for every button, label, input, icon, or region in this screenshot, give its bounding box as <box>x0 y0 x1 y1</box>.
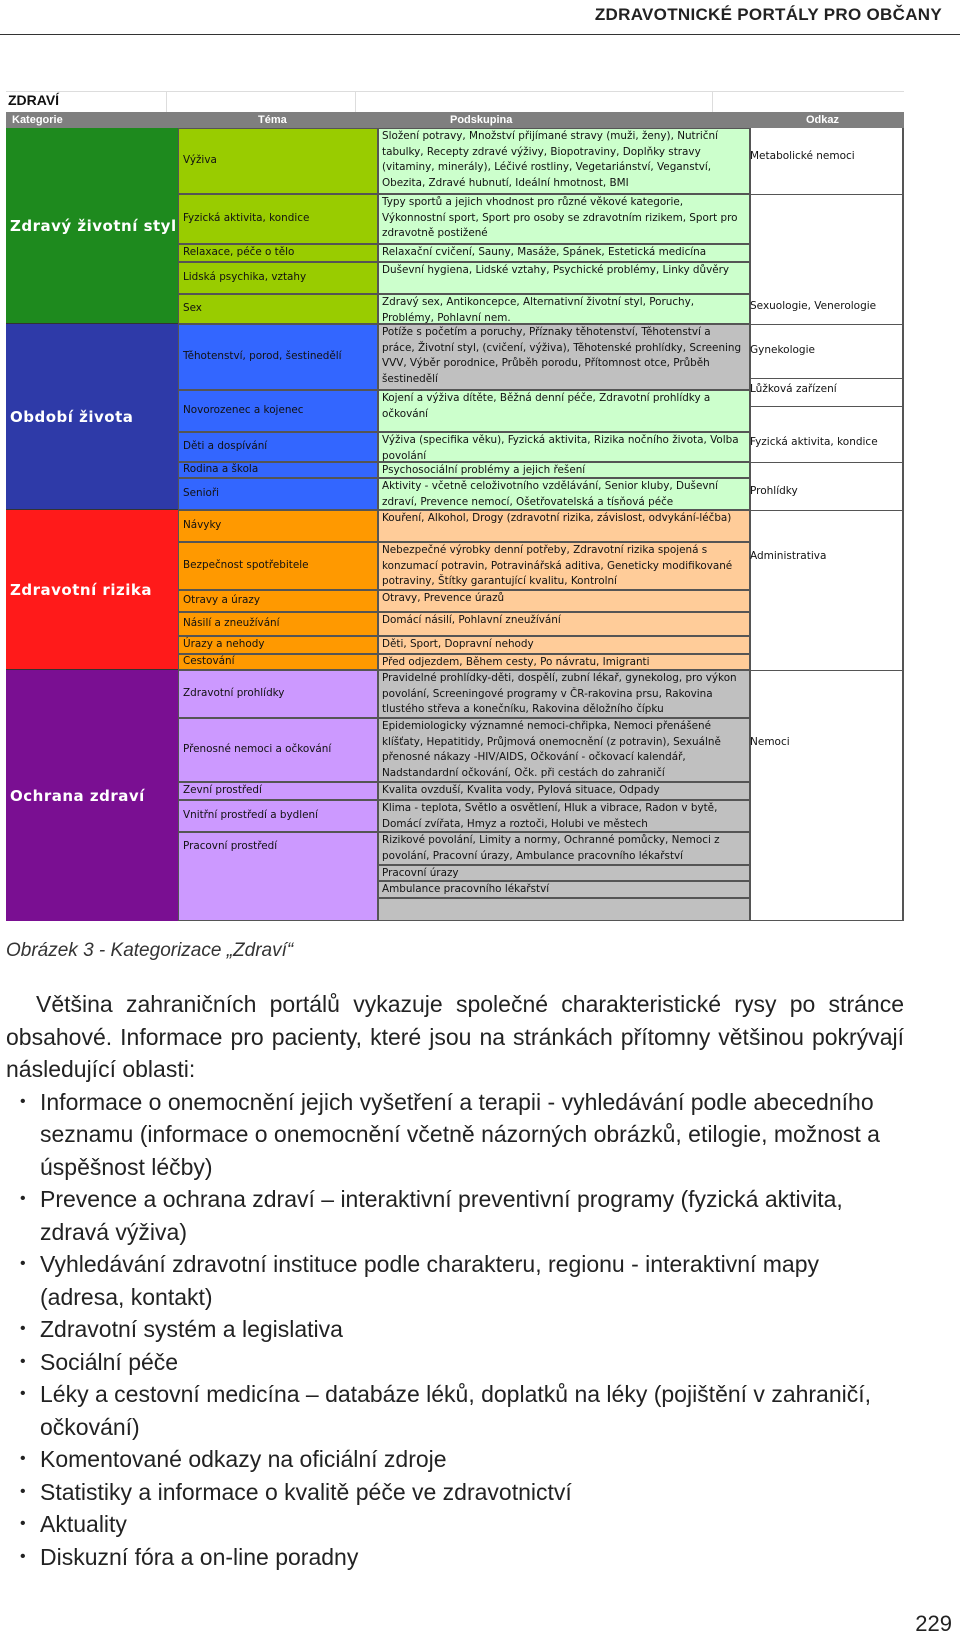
topic-cell: Výživa <box>178 128 378 194</box>
topic-cell: Návyky <box>178 510 378 542</box>
bullet: • <box>20 1385 26 1402</box>
category-obdobi-zivota <box>6 324 178 510</box>
odkaz-column <box>750 128 904 921</box>
topic-cell: Relaxace, péče o tělo <box>178 244 378 262</box>
subgroup-cell: Psychosociální problémy a jejich řešení <box>378 462 750 478</box>
odkaz-divider <box>750 510 904 511</box>
list-item: • Léky a cestovní medicína – databáze léků, doplatků na léky (pojištění v zahraničí, očkování) <box>6 1378 904 1443</box>
odkaz-label: Prohlídky <box>750 485 798 497</box>
odkaz-label: Sexuologie, Venerologie <box>750 300 877 312</box>
odkaz-label: Nemoci <box>750 736 790 748</box>
topic-cell: Novorozenec a kojenec <box>178 390 378 432</box>
bullet: • <box>20 1190 26 1207</box>
list-item: • Sociální péče <box>6 1346 904 1379</box>
list-item: • Vyhledávání zdravotní instituce podle charakteru, regionu - interaktivní mapy (adresa, kontakt) <box>6 1248 904 1313</box>
col-header-odkaz: Odkaz <box>806 114 840 126</box>
topic-cell: Přenosné nemoci a očkování <box>178 718 378 782</box>
top-grid <box>6 91 904 112</box>
subgroup-cell: Kvalita ovzduší, Kvalita vody, Pylová situace, Odpady <box>378 782 750 800</box>
subgroup-cell: Výživa (specifika věku), Fyzická aktivita, Rizika nočního života, Volba povolání <box>378 432 750 462</box>
category-label: Zdravotní rizika <box>10 580 152 599</box>
subgroup-cell: Kojení a výživa dítěte, Běžná denní péče, Zdravotní prohlídky a očkování <box>378 390 750 432</box>
bullet: • <box>20 1352 26 1370</box>
topic-cell: Rodina a škola <box>178 462 378 478</box>
health-categorization-table <box>6 88 904 922</box>
odkaz-divider <box>750 378 904 379</box>
subgroup-cell: Aktivity - včetně celoživotního vzdělávání, Senior kluby, Duševní zdraví, Prevence nemocí, Ošetřovatelská a tísňová péče <box>378 478 750 510</box>
list-item: • Prevence a ochrana zdraví – interaktivní preventivní programy (fyzická aktivita, zdravá výživa) <box>6 1183 904 1248</box>
subgroup-cell: Epidemiologicky významné nemoci-chřipka, Nemoci přenášené klíšťaty, Hepatitidy, Průjmová onemocnění (z potravin), Sexuálně přenosné nákazy -HIV/AIDS, Očkování - očkovací kalendář, Nadstandardní očkování, Očk. při cestách do zahraničí <box>378 718 750 782</box>
subgroup-cell: Otravy, Prevence úrazů <box>378 590 750 612</box>
page-number: 229 <box>915 1611 952 1636</box>
subgroup-cell: Domácí násilí, Pohlavní zneužívání <box>378 612 750 636</box>
running-header-title: ZDRAVOTNICKÉ PORTÁLY PRO OBČANY <box>594 5 942 24</box>
topic-cell: Lidská psychika, vztahy <box>178 262 378 294</box>
topic-cell: Násilí a zneužívání <box>178 612 378 636</box>
body-text <box>6 988 904 1573</box>
odkaz-divider <box>750 670 904 671</box>
subgroup-cell: Relaxační cvičení, Sauny, Masáže, Spánek, Estetická medicína <box>378 244 750 262</box>
subgroup-cell: Rizikové povolání, Limity a normy, Ochranné pomůcky, Nemoci z povolání, Pracovní úrazy, Ambulance pracovního lékařství <box>378 832 750 865</box>
bullet: • <box>20 1450 26 1467</box>
topic-cell: Zevní prostředí <box>178 782 378 800</box>
subgroup-cell-empty <box>378 898 750 921</box>
subgroup-cell: Pracovní úrazy <box>378 865 750 881</box>
topic-cell: Těhotenství, porod, šestinedělí <box>178 324 378 390</box>
topic-cell: Zdravotní prohlídky <box>178 670 378 718</box>
odkaz-label: Administrativa <box>750 550 827 562</box>
subgroup-cell: Zdravý sex, Antikoncepce, Alternativní životní styl, Poruchy, Problémy, Pohlavní nem. <box>378 294 750 324</box>
header-rule <box>0 34 960 35</box>
category-zdravotni-rizika <box>6 510 178 670</box>
subgroup-cell: Před odjezdem, Během cesty, Po návratu, Imigranti <box>378 654 750 670</box>
list-item: • Statistiky a informace o kvalitě péče ve zdravotnictví <box>6 1476 904 1509</box>
subgroup-cell: Ambulance pracovního lékařství <box>378 881 750 898</box>
category-ochrana-zdravi <box>6 670 178 921</box>
odkaz-label: Fyzická aktivita, kondice <box>750 436 878 448</box>
category-label: Období života <box>10 407 134 426</box>
subgroup-cell: Složení potravy, Množství přijímané stravy (muži, ženy), Nutriční tabulky, Recepty zdravé výživy, Biopotraviny, Doplňky stravy (vitaminy, minerály), Léčivé rostliny, Vegetariánství, Veganství, Obezita, Zdravé hubnutí, Ideální hmotnost, BMI <box>378 128 750 194</box>
table-title: ZDRAVÍ <box>8 92 60 108</box>
topic-cell: Sex <box>178 294 378 324</box>
list-item: • Diskuzní fóra a on-line poradny <box>6 1541 904 1574</box>
topic-cell: Otravy a úrazy <box>178 590 378 612</box>
odkaz-label: Lůžková zařízení <box>750 383 837 395</box>
bullet: • <box>20 1547 26 1565</box>
topic-cell: Fyzická aktivita, kondice <box>178 194 378 244</box>
topic-cell: Cestování <box>178 654 378 670</box>
bullet: • <box>20 1255 26 1272</box>
odkaz-divider <box>750 406 904 407</box>
category-zdravy-zivotni-styl <box>6 128 178 324</box>
odkaz-label: Gynekologie <box>750 344 815 356</box>
odkaz-label: Metabolické nemoci <box>750 150 855 162</box>
list-item: • Komentované odkazy na oficiální zdroje <box>6 1443 904 1476</box>
subgroup-cell: Kouření, Alkohol, Drogy (zdravotní rizika, závislost, odvykání-léčba) <box>378 510 750 542</box>
subgroup-cell: Děti, Sport, Dopravní nehody <box>378 636 750 654</box>
col-header-kategorie: Kategorie <box>12 114 63 126</box>
subgroup-cell: Nebezpečné výrobky denní potřeby, Zdravotní rizika spojená s konzumací potravin, Potravinářská aditiva, Geneticky modifikované potraviny, Štítky garantující kvalitu, Kontrolní <box>378 542 750 590</box>
topic-cell: Pracovní prostředí <box>178 832 378 921</box>
list-item: • Aktuality <box>6 1508 904 1541</box>
col-header-tema: Téma <box>258 114 287 126</box>
odkaz-divider <box>750 462 904 463</box>
subgroup-cell: Potíže s početím a poruchy, Příznaky těhotenství, Těhotenství a práce, Životní styl, (cvičení, výživa), Těhotenské prohlídky, Screening VVV, Výběr porodnice, Průběh porodu, Přítomnost otce, Průběh šestinedělí <box>378 324 750 390</box>
figure-caption: Obrázek 3 - Kategorizace „Zdraví“ <box>6 940 294 961</box>
list-item: • Informace o onemocnění jejich vyšetření a terapii - vyhledávání podle abecedního seznamu (informace o onemocnění včetně názorných obrázků, etilogie, možnost a úspěšnost léčby) <box>6 1086 904 1184</box>
bullet: • <box>20 1515 26 1532</box>
table-header-row <box>6 112 904 128</box>
topic-cell: Děti a dospívání <box>178 432 378 462</box>
intro-paragraph: Většina zahraničních portálů vykazuje společné charakteristické rysy po stránce obsahové. Informace pro pacienty, které jsou na stránkách přítomny většinou pokrývají následující oblasti: <box>6 991 904 1082</box>
odkaz-divider <box>750 194 904 195</box>
topic-cell: Senioři <box>178 478 378 510</box>
running-header <box>0 0 960 36</box>
list-item: • Zdravotní systém a legislativa <box>6 1313 904 1346</box>
topic-list <box>6 1086 904 1574</box>
subgroup-cell: Klima - teplota, Světlo a osvětlení, Hluk a vibrace, Radon v bytě, Domácí zvířata, Hmyz a roztoči, Holubi ve městech <box>378 800 750 832</box>
subgroup-cell: Typy sportů a jejich vhodnost pro různé věkové kategorie, Výkonnostní sport, Sport pro osoby se zdravotním rizikem, Sport pro zdravotně postižené <box>378 194 750 244</box>
col-header-podskupina: Podskupina <box>450 114 513 126</box>
bullet: • <box>20 1482 26 1500</box>
subgroup-cell: Pravidelné prohlídky-děti, dospělí, zubní lékař, gynekolog, pro výkon povolání, Screeningové programy v ČR-rakovina prsu, Rakovina tlustého střeva a konečníku, Rakovina děložního čípku <box>378 670 750 718</box>
bullet: • <box>20 1092 26 1110</box>
bullet: • <box>20 1320 26 1337</box>
subgroup-cell: Duševní hygiena, Lidské vztahy, Psychické problémy, Linky důvěry <box>378 262 750 294</box>
topic-cell: Vnitřní prostředí a bydlení <box>178 800 378 832</box>
topic-cell: Bezpečnost spotřebitele <box>178 542 378 590</box>
category-label: Ochrana zdraví <box>10 786 145 805</box>
category-label: Zdravý životní styl <box>10 216 177 235</box>
odkaz-divider <box>750 324 904 325</box>
topic-cell: Úrazy a nehody <box>178 636 378 654</box>
